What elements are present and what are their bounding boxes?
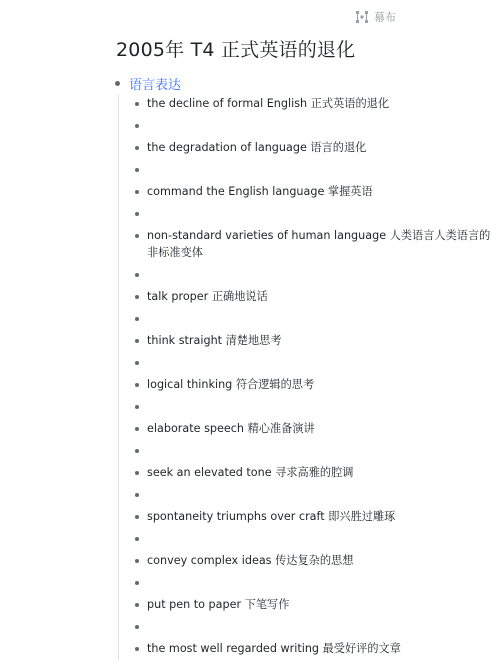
list-item[interactable] — [135, 264, 492, 286]
page-title: 2005年 T4 正式英语的退化 — [116, 39, 356, 61]
item-bullet[interactable] — [135, 361, 139, 365]
item-text: command the English language 掌握英语 — [147, 185, 373, 198]
item-bullet[interactable] — [135, 295, 139, 299]
list-item[interactable] — [135, 638, 492, 660]
item-bullet[interactable] — [135, 383, 139, 387]
brand-label: 幕布 — [374, 11, 396, 24]
list-item[interactable] — [135, 115, 492, 137]
item-bullet[interactable] — [135, 647, 139, 651]
item-bullet[interactable] — [135, 493, 139, 497]
item-text: spontaneity triumphs over craft 即兴胜过雕琢 — [147, 510, 396, 523]
list-item[interactable] — [135, 572, 492, 594]
list-item[interactable] — [135, 440, 492, 462]
list-item[interactable] — [135, 352, 492, 374]
outline — [112, 73, 492, 660]
item-bullet[interactable] — [135, 273, 139, 277]
item-bullet[interactable] — [135, 581, 139, 585]
item-text: think straight 清楚地思考 — [147, 334, 282, 347]
item-bullet[interactable] — [135, 317, 139, 321]
list-item[interactable] — [135, 308, 492, 330]
item-text: seek an elevated tone 寻求高雅的腔调 — [147, 466, 354, 479]
item-text: put pen to paper 下笔写作 — [147, 598, 290, 611]
child-list — [135, 93, 492, 660]
item-text: the most well regarded writing 最受好评的文章 — [147, 642, 401, 655]
item-text: logical thinking 符合逻辑的思考 — [147, 378, 315, 391]
node-bullet[interactable] — [115, 81, 120, 86]
list-item[interactable] — [135, 159, 492, 181]
list-item[interactable] — [135, 374, 492, 396]
outline-node-language-expression[interactable] — [112, 73, 492, 93]
item-bullet[interactable] — [135, 449, 139, 453]
list-item[interactable] — [135, 225, 492, 264]
item-text: elaborate speech 精心准备演讲 — [147, 422, 315, 435]
item-bullet[interactable] — [135, 405, 139, 409]
item-bullet[interactable] — [135, 625, 139, 629]
item-bullet[interactable] — [135, 124, 139, 128]
list-item[interactable] — [135, 594, 492, 616]
item-bullet[interactable] — [135, 603, 139, 607]
item-bullet[interactable] — [135, 471, 139, 475]
item-bullet[interactable] — [135, 102, 139, 106]
item-bullet[interactable] — [135, 559, 139, 563]
item-text: talk proper 正确地说话 — [147, 290, 268, 303]
list-item[interactable] — [135, 93, 492, 115]
list-item[interactable] — [135, 203, 492, 225]
item-bullet[interactable] — [135, 515, 139, 519]
list-item[interactable] — [135, 550, 492, 572]
list-item[interactable] — [135, 462, 492, 484]
list-item[interactable] — [135, 506, 492, 528]
list-item[interactable] — [135, 137, 492, 159]
list-item[interactable] — [135, 330, 492, 352]
item-bullet[interactable] — [135, 427, 139, 431]
item-text: non-standard varieties of human language 人类语言人类语言的非标准变体 — [147, 229, 491, 259]
list-item[interactable] — [135, 418, 492, 440]
item-bullet[interactable] — [135, 339, 139, 343]
node-label: 语言表达 — [129, 77, 182, 93]
item-bullet[interactable] — [135, 190, 139, 194]
list-item[interactable] — [135, 286, 492, 308]
item-bullet[interactable] — [135, 537, 139, 541]
item-bullet[interactable] — [135, 234, 139, 238]
item-text: the decline of formal English 正式英语的退化 — [147, 97, 390, 110]
item-text: the degradation of language 语言的退化 — [147, 141, 367, 154]
list-item[interactable] — [135, 528, 492, 550]
list-item[interactable] — [135, 396, 492, 418]
item-text: convey complex ideas 传达复杂的思想 — [147, 554, 354, 567]
item-bullet[interactable] — [135, 212, 139, 216]
list-item[interactable] — [135, 181, 492, 203]
list-item[interactable] — [135, 616, 492, 638]
mubu-logo-icon — [356, 11, 368, 23]
item-bullet[interactable] — [135, 168, 139, 172]
list-item[interactable] — [135, 484, 492, 506]
item-bullet[interactable] — [135, 146, 139, 150]
brand-watermark — [356, 9, 396, 25]
